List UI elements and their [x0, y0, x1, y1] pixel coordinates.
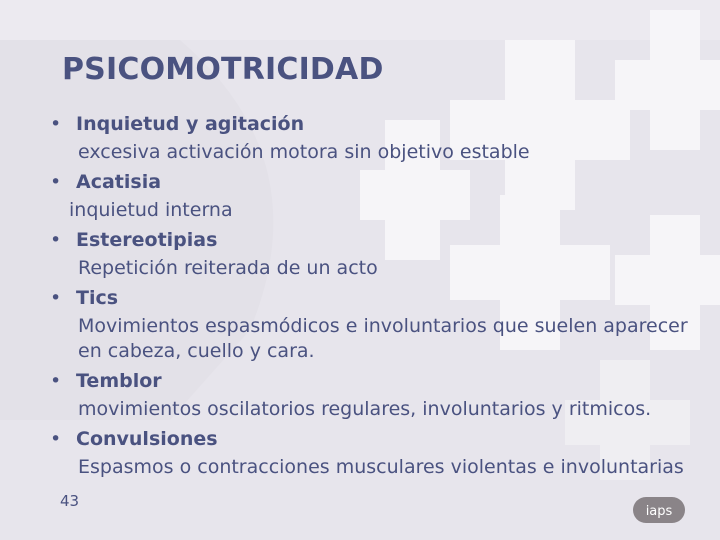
bullet-term: • Convulsiones [44, 425, 704, 454]
list-item [44, 168, 704, 226]
iaps-logo [632, 496, 686, 524]
bullet-description: movimientos oscilatorios regulares, involuntarios y ritmicos. [78, 398, 652, 420]
list-item [44, 367, 704, 425]
bullet-description: excesiva activación motora sin objetivo estable [78, 141, 530, 163]
list-item [44, 110, 704, 168]
bullet-term: • Tics [44, 284, 704, 313]
bullet-list [44, 110, 704, 483]
bullet-term: • Estereotipias [44, 226, 704, 255]
page-number: 43 [60, 492, 80, 510]
bullet-term: • Inquietud y agitación [44, 110, 704, 139]
bullet-term: • Acatisia [44, 168, 704, 197]
list-item [44, 226, 704, 284]
slide-title: PSICOMOTRICIDAD [62, 52, 384, 87]
list-item [44, 425, 704, 483]
bullet-term: • Temblor [44, 367, 704, 396]
bullet-description: inquietud interna [69, 199, 233, 221]
list-item [44, 284, 704, 367]
bullet-description: Repetición reiterada de un acto [78, 257, 378, 279]
bullet-description: Espasmos o contracciones musculares violentas e involuntarias [78, 456, 684, 478]
logo-text: iaps [645, 504, 673, 519]
bullet-description: Movimientos espasmódicos e involuntarios que suelen aparecer en cabeza, cuello y cara. [78, 315, 688, 362]
